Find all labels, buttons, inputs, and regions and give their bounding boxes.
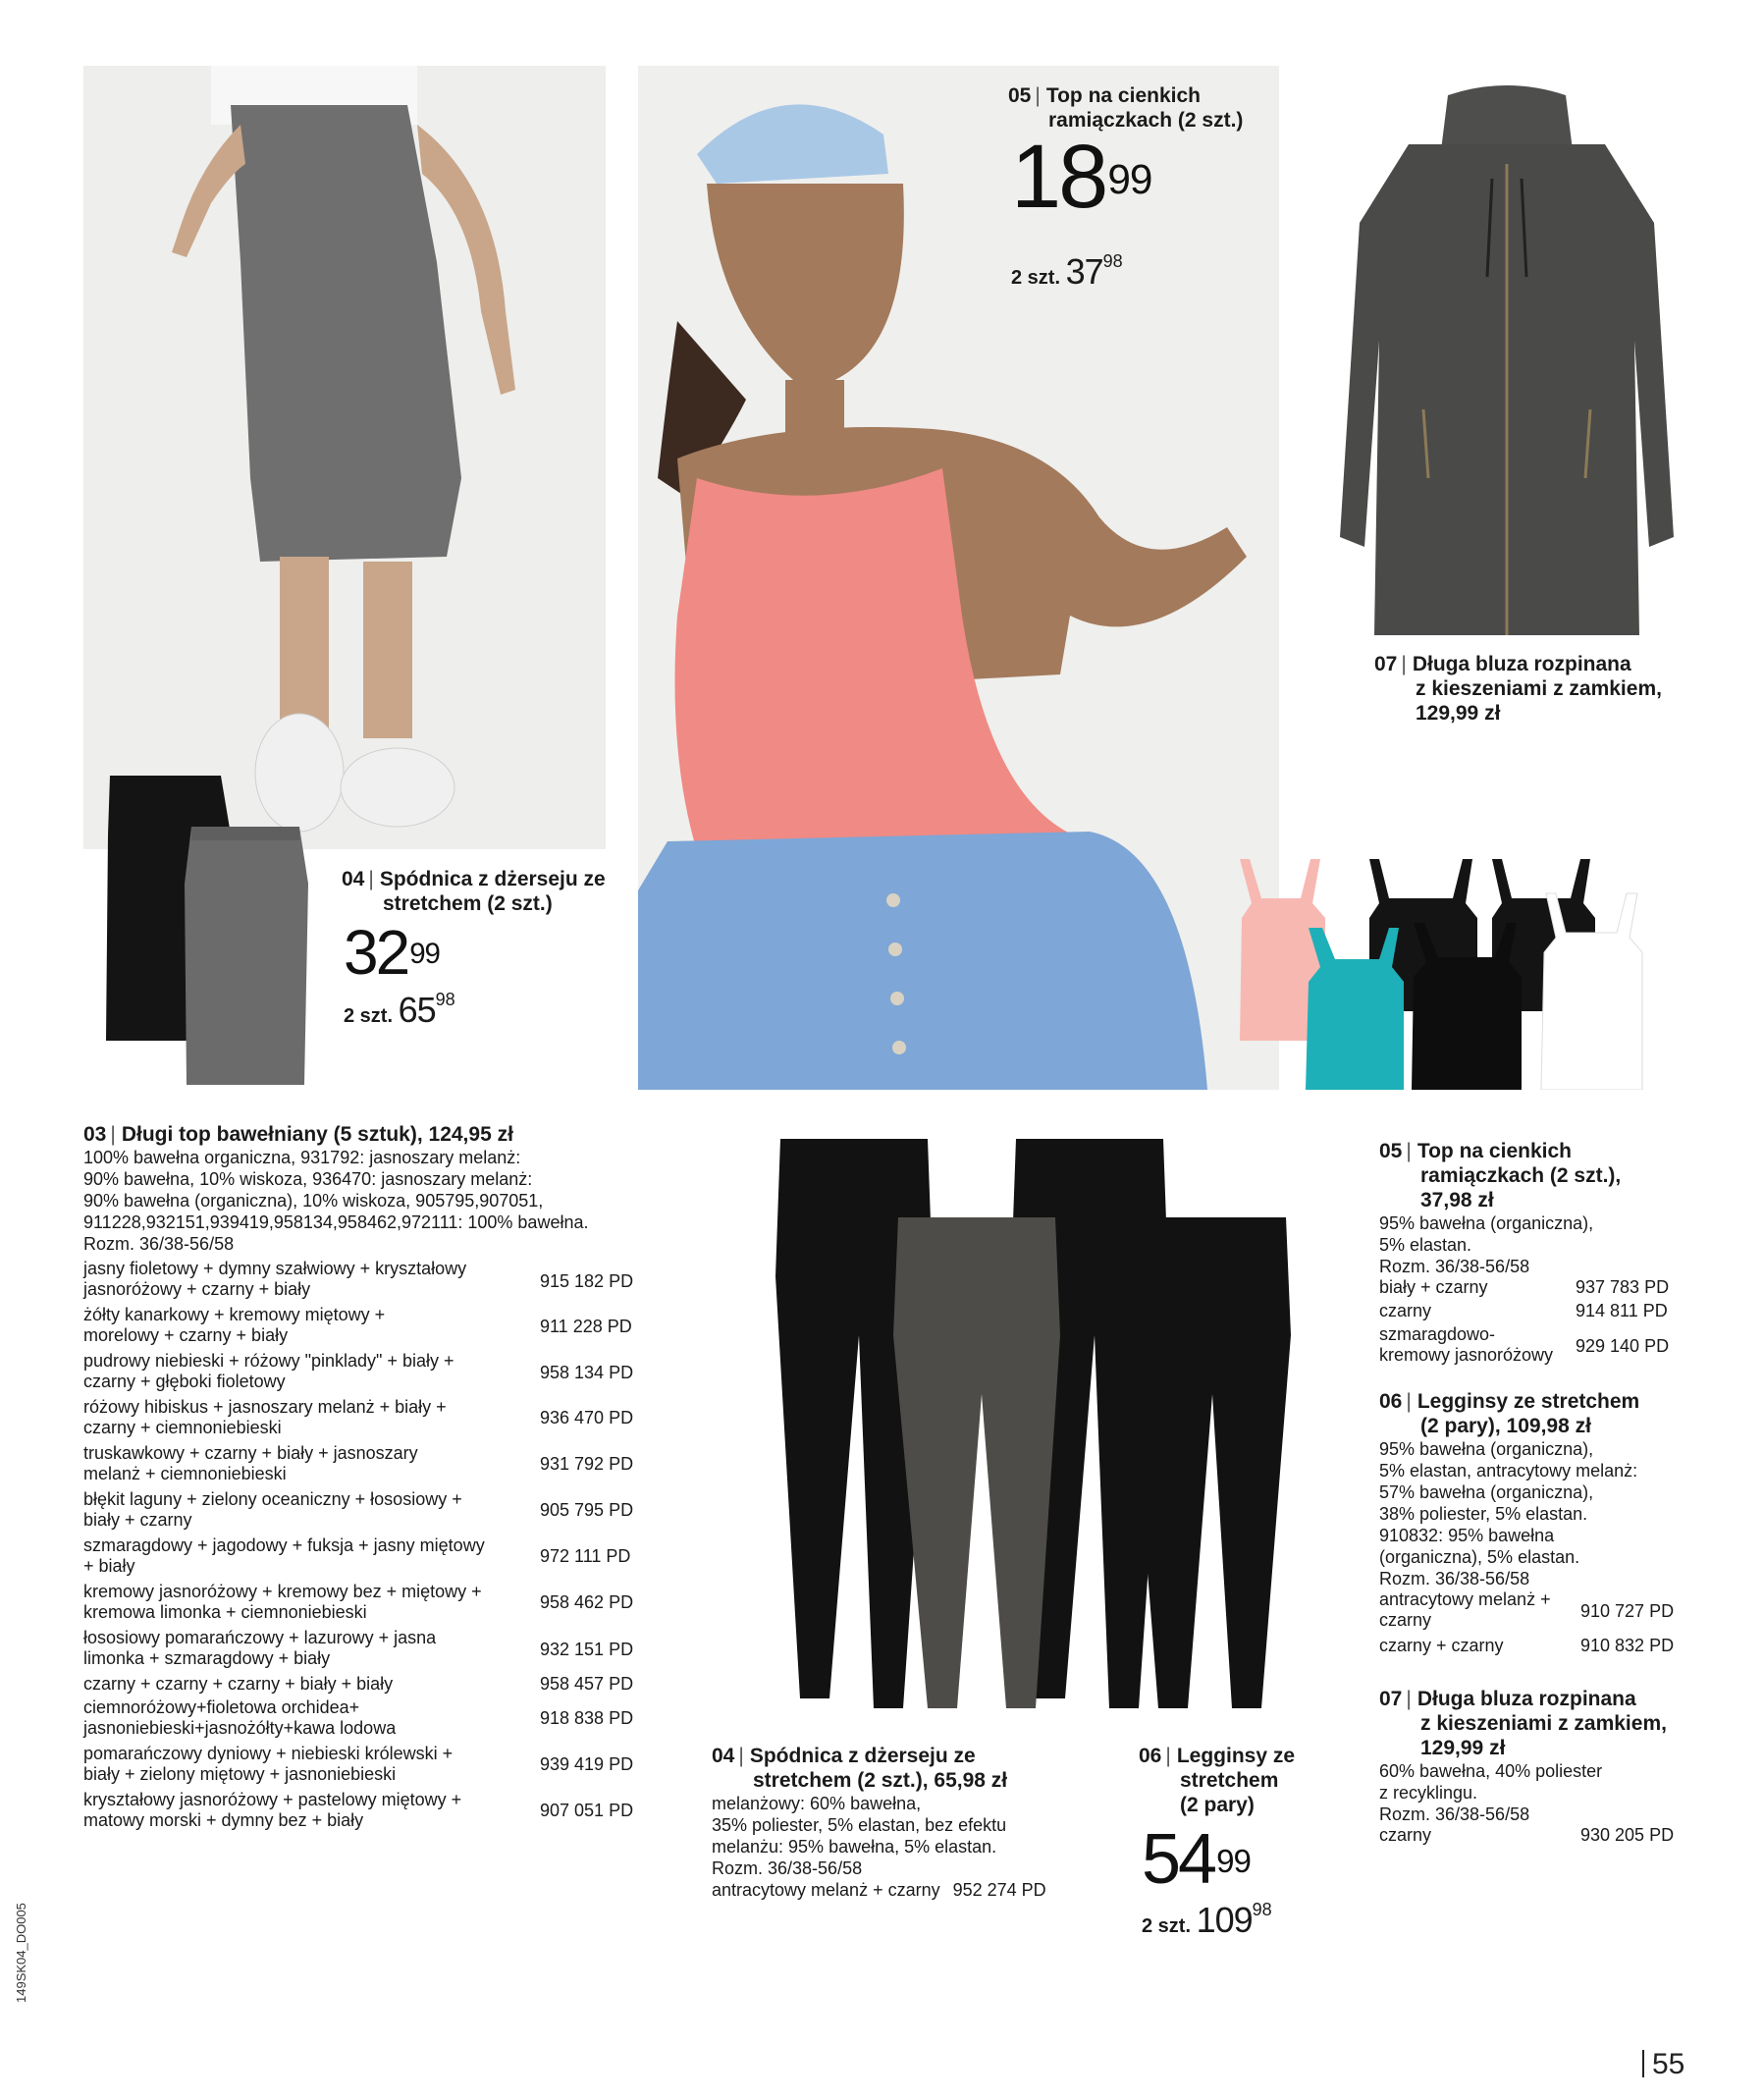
variant-colors: łososiowy pomarańczowy + lazurowy + jasna [83, 1628, 437, 1647]
variant-code: 972 111 PD [540, 1546, 631, 1566]
variant-row [712, 1879, 1104, 1901]
product-number: 04 [342, 868, 365, 890]
side-code: 149SK04_DO005 [14, 1903, 28, 2003]
variant-colors: + biały [83, 1556, 135, 1576]
variant-row [83, 1489, 462, 1531]
description-line: (organiczna), 5% elastan. [1379, 1547, 1580, 1567]
pair-price-decimal: 98 [435, 990, 455, 1009]
product-title-line3: 37,98 zł [1420, 1189, 1494, 1212]
variant-row [83, 1305, 385, 1346]
detail-07: 07 | Długa bluza rozpinana z kieszeniami z zamkiem, 129,99 zł 60% bawełna, 40% poliester z recyklingu. Rozm. 36/38-56/58 czarny 930 205 PD [1379, 1687, 1684, 1849]
product-title: Długa bluza rozpinana [1412, 653, 1631, 675]
price-integer: 18 [1011, 127, 1106, 227]
variant-code: 910 832 PD [1580, 1636, 1675, 1655]
description-line: Rozm. 36/38-56/58 [1379, 1804, 1530, 1824]
pink-top-model-photo [638, 66, 1279, 1090]
description-line: Rozm. 36/38-56/58 [83, 1234, 235, 1254]
description-line: 90% bawełna (organiczna), 10% wiskoza, 905795,907051, [83, 1191, 544, 1211]
product-description [712, 1793, 1104, 1879]
product-title: Spódnica z dżerseju ze [379, 868, 606, 890]
description-line: 57% bawełna (organiczna), [1379, 1482, 1594, 1502]
variant-colors: różowy hibiskus + jasnoszary melanż + biały + [83, 1397, 447, 1417]
skirt-callout: 04 | Spódnica z dżerseju ze stretchem (2 szt.) [342, 867, 636, 916]
top-pair-price [1011, 251, 1123, 293]
product-title-line2: stretchem [1180, 1769, 1279, 1792]
description-line: 60% bawełna, 40% poliester [1379, 1761, 1603, 1781]
product-title: Legginsy ze [1176, 1745, 1296, 1767]
product-description [1379, 1438, 1684, 1589]
variant-row [83, 1744, 453, 1785]
variant-row [83, 1351, 454, 1392]
page-number-divider [1642, 2050, 1644, 2077]
variant-colors: jasny fioletowy + dymny szałwiowy + kryształowy [83, 1259, 467, 1278]
description-line: melanżowy: 60% bawełna, [712, 1794, 922, 1813]
variant-code: 911 228 PD [540, 1317, 632, 1336]
variant-list-03 [83, 1259, 663, 1848]
variant-colors: ciemnoróżowy+fioletowa orchidea+ [83, 1697, 360, 1717]
pair-price-integer: 109 [1196, 1900, 1253, 1940]
description-line: Rozm. 36/38-56/58 [1379, 1569, 1530, 1588]
hoodie-callout: 07 | Długa bluza rozpinana z kieszeniami z zamkiem, 129,99 zł [1374, 652, 1728, 726]
product-title-line2: stretchem (2 szt.) [383, 892, 553, 915]
variant-code: 937 783 PD [1576, 1277, 1670, 1297]
variant-colors: żółty kanarkowy + kremowy miętowy + [83, 1305, 386, 1324]
variant-row [83, 1790, 461, 1831]
variant-code: 914 811 PD [1576, 1301, 1668, 1320]
variant-list [1379, 1277, 1684, 1372]
detail-04: 04 | Spódnica z dżerseju ze stretchem (2 szt.), 65,98 zł melanżowy: 60% bawełna, 35% poliester, 5% elastan, bez efektu melanżu: 95% bawełna, 5% elastan. Rozm. 36/38-56/58 antracytowy melanż + czarny 952 274 PD [712, 1744, 1104, 1901]
variant-colors: błękit laguny + zielony oceaniczny + łososiowy + [83, 1489, 462, 1509]
variant-row [1379, 1589, 1551, 1631]
variant-row [83, 1443, 418, 1484]
variant-colors: czarny + ciemnoniebieski [83, 1418, 282, 1437]
leggings-price [1142, 1821, 1251, 1898]
product-title: Spódnica z dżerseju ze [749, 1745, 976, 1767]
variant-code: 931 792 PD [540, 1454, 634, 1474]
variant-colors: czarny [1379, 1610, 1432, 1630]
tops-packshot [1232, 849, 1644, 1090]
product-number: 07 [1379, 1688, 1403, 1710]
top-callout: 05 | Top na cienkich ramiączkach (2 szt.) [1008, 83, 1283, 133]
product-title-line2: stretchem (2 szt.), 65,98 zł [753, 1769, 1008, 1792]
variant-code: 930 205 PD [1580, 1825, 1675, 1845]
variant-code: 918 838 PD [540, 1708, 634, 1728]
variant-row [83, 1397, 447, 1438]
variant-colors: pudrowy niebieski + różowy "pinklady" + biały + [83, 1351, 454, 1371]
variant-colors: kremowy jasnoróżowy [1379, 1345, 1554, 1365]
product-title: Długi top bawełniany (5 sztuk), 124,95 zł [121, 1123, 513, 1146]
pair-label: 2 szt. [1011, 267, 1061, 289]
price-decimal: 99 [1107, 156, 1152, 203]
description-line: 35% poliester, 5% elastan, bez efektu [712, 1815, 1007, 1835]
variant-colors: kremowy jasnoróżowy + kremowy bez + miętowy + [83, 1582, 482, 1601]
description-line: 38% poliester, 5% elastan. [1379, 1504, 1588, 1524]
skirt-model-photo [83, 66, 606, 849]
page-number [1642, 2048, 1684, 2081]
description-line: 90% bawełna, 10% wiskoza, 936470: jasnoszary melanż: [83, 1169, 533, 1189]
variant-colors: szmaragdowy + jagodowy + fuksja + jasny miętowy [83, 1535, 485, 1555]
product-description [83, 1147, 663, 1255]
pair-price-decimal: 98 [1252, 1900, 1272, 1919]
skirts-packshot [98, 776, 319, 1090]
product-number: 06 [1139, 1745, 1162, 1767]
variant-code: 915 182 PD [540, 1271, 634, 1291]
variant-code: 932 151 PD [540, 1640, 634, 1659]
hoodie-packshot [1330, 85, 1684, 645]
variant-colors: limonka + szmaragdowy + biały [83, 1648, 331, 1668]
variant-code: 905 795 PD [540, 1500, 634, 1520]
pair-label: 2 szt. [1142, 1915, 1192, 1937]
product-title: Legginsy ze stretchem [1417, 1390, 1640, 1413]
variant-code: 910 727 PD [1580, 1601, 1675, 1621]
leggings-callout: 06 | Legginsy ze stretchem (2 pary) [1139, 1744, 1335, 1817]
product-title: Top na cienkich [1417, 1140, 1572, 1162]
product-title: Długa bluza rozpinana [1417, 1688, 1636, 1710]
variant-code: 958 457 PD [540, 1674, 634, 1694]
pair-price-decimal: 98 [1102, 251, 1123, 271]
product-description [1379, 1760, 1684, 1825]
description-line: 95% bawełna (organiczna), [1379, 1213, 1594, 1233]
product-number: 06 [1379, 1390, 1403, 1413]
description-line: 5% elastan. [1379, 1235, 1472, 1255]
variant-colors: antracytowy melanż + czarny [712, 1880, 940, 1900]
price-integer: 32 [344, 917, 408, 988]
product-number: 07 [1374, 653, 1398, 675]
detail-05: 05 | Top na cienkich ramiączkach (2 szt.), 37,98 zł 95% bawełna (organiczna), 5% elastan. Rozm. 36/38-56/58 biały + czarny 937 783 PD czarny 914 811 PD szmaragdowo- kremowy jasnoróżowy 929 140 PD [1379, 1139, 1684, 1372]
leggings-packshot [771, 1139, 1301, 1718]
variant-row [83, 1697, 396, 1739]
variant-row [83, 1535, 485, 1577]
variant-row [1379, 1825, 1684, 1849]
variant-colors: szmaragdowo- [1379, 1324, 1496, 1344]
variant-row [83, 1674, 393, 1695]
product-title-line3: (2 pary) [1180, 1794, 1255, 1816]
description-line: melanżu: 95% bawełna, 5% elastan. [712, 1837, 997, 1857]
variant-colors: kryształowy jasnoróżowy + pastelowy miętowy + [83, 1790, 462, 1809]
top-price [1011, 128, 1151, 226]
pair-label: 2 szt. [344, 1005, 394, 1027]
variant-colors: biały + czarny [1379, 1277, 1488, 1297]
detail-06: 06 | Legginsy ze stretchem (2 pary), 109,98 zł 95% bawełna (organiczna), 5% elastan, antracytowy melanż: 57% bawełna (organiczna), 38% poliester, 5% elastan. 910832: 95% bawełna (organiczna), 5% elastan. Rozm. 36/38-56/58 antracytowy melanż + czarny 910 727 PD czarny + czarny 910 832 PD [1379, 1389, 1684, 1660]
variant-colors: czarny + głęboki fioletowy [83, 1372, 286, 1391]
variant-colors: czarny + czarny [1379, 1636, 1504, 1655]
product-title-line2: (2 pary), 109,98 zł [1420, 1415, 1591, 1437]
variant-row [83, 1259, 466, 1300]
product-number: 03 [83, 1123, 107, 1146]
variant-row [1379, 1324, 1553, 1366]
variant-colors: truskawkowy + czarny + biały + jasnoszary [83, 1443, 418, 1463]
description-line: z recyklingu. [1379, 1783, 1478, 1803]
variant-code: 907 051 PD [540, 1801, 634, 1820]
variant-colors: pomarańczowy dyniowy + niebieski królewski + [83, 1744, 454, 1763]
variant-colors: kremowa limonka + ciemnoniebieski [83, 1602, 367, 1622]
pair-price-integer: 37 [1065, 251, 1103, 292]
product-title-line3: 129,99 zł [1420, 1737, 1506, 1759]
detail-03: 03 | Długi top bawełniany (5 sztuk), 124,95 zł 100% bawełna organiczna, 931792: jasnoszary melanż: 90% bawełna, 10% wiskoza, 936470: jasnoszary melanż: 90% bawełna (organiczna), 10% wiskoza, 905795,907051, 911228,932151,939419,958134,958462,972111: 100% bawełna. Rozm. 36/38-56/58 [83, 1122, 663, 1255]
product-price-line: 129,99 zł [1416, 702, 1501, 725]
description-line: 911228,932151,939419,958134,958462,972111: 100% bawełna. [83, 1212, 589, 1232]
product-number: 05 [1379, 1140, 1403, 1162]
description-line: 5% elastan, antracytowy melanż: [1379, 1461, 1638, 1481]
variant-colors: antracytowy melanż + [1379, 1589, 1551, 1609]
product-title-line2: z kieszeniami z zamkiem, [1420, 1712, 1667, 1735]
description-line: 100% bawełna organiczna, 931792: jasnoszary melanż: [83, 1148, 521, 1167]
variant-code: 958 134 PD [540, 1363, 634, 1382]
variant-colors: jasnoniebieski+jasnożółty+kawa lodowa [83, 1718, 397, 1738]
product-title-line2: z kieszeniami z zamkiem, [1416, 677, 1662, 700]
variant-code: 952 274 PD [952, 1880, 1046, 1900]
variant-colors: biały + zielony miętowy + jasnoniebieski [83, 1764, 397, 1784]
variant-colors: matowy morski + dymny bez + biały [83, 1810, 364, 1830]
product-number: 05 [1008, 84, 1032, 107]
product-title-line2: ramiączkach (2 szt.), [1420, 1164, 1622, 1187]
variant-colors: czarny [1379, 1301, 1432, 1320]
product-number: 04 [712, 1745, 735, 1767]
description-line: Rozm. 36/38-56/58 [1379, 1257, 1530, 1276]
variant-code: 958 462 PD [540, 1592, 634, 1612]
variant-colors: czarny [1379, 1825, 1432, 1845]
variant-colors: morelowy + czarny + biały [83, 1325, 289, 1345]
variant-colors: jasnoróżowy + czarny + biały [83, 1279, 311, 1299]
variant-colors: czarny + czarny + czarny + biały + biały [83, 1674, 394, 1694]
pair-price-integer: 65 [398, 990, 436, 1030]
price-decimal: 99 [1216, 1843, 1251, 1880]
variant-code: 936 470 PD [540, 1408, 634, 1427]
variant-row [83, 1582, 482, 1623]
leggings-pair-price [1142, 1900, 1272, 1941]
variant-colors: melanż + ciemnoniebieski [83, 1464, 287, 1483]
variant-row [83, 1628, 436, 1669]
product-description [1379, 1212, 1684, 1277]
price-decimal: 99 [409, 938, 440, 971]
description-line: Rozm. 36/38-56/58 [712, 1858, 863, 1878]
variant-code: 929 140 PD [1576, 1336, 1670, 1356]
description-line: 910832: 95% bawełna [1379, 1526, 1555, 1545]
page-number-value: 55 [1652, 2048, 1685, 2080]
skirt-price [344, 918, 440, 987]
description-line: 95% bawełna (organiczna), [1379, 1439, 1594, 1459]
product-title-line2: ramiączkach (2 szt.) [1048, 109, 1244, 132]
product-title: Top na cienkich [1045, 84, 1201, 107]
skirt-pair-price [344, 990, 455, 1031]
variant-list [1379, 1589, 1684, 1660]
variant-colors: biały + czarny [83, 1510, 192, 1530]
price-integer: 54 [1142, 1820, 1215, 1899]
variant-code: 939 419 PD [540, 1754, 634, 1774]
